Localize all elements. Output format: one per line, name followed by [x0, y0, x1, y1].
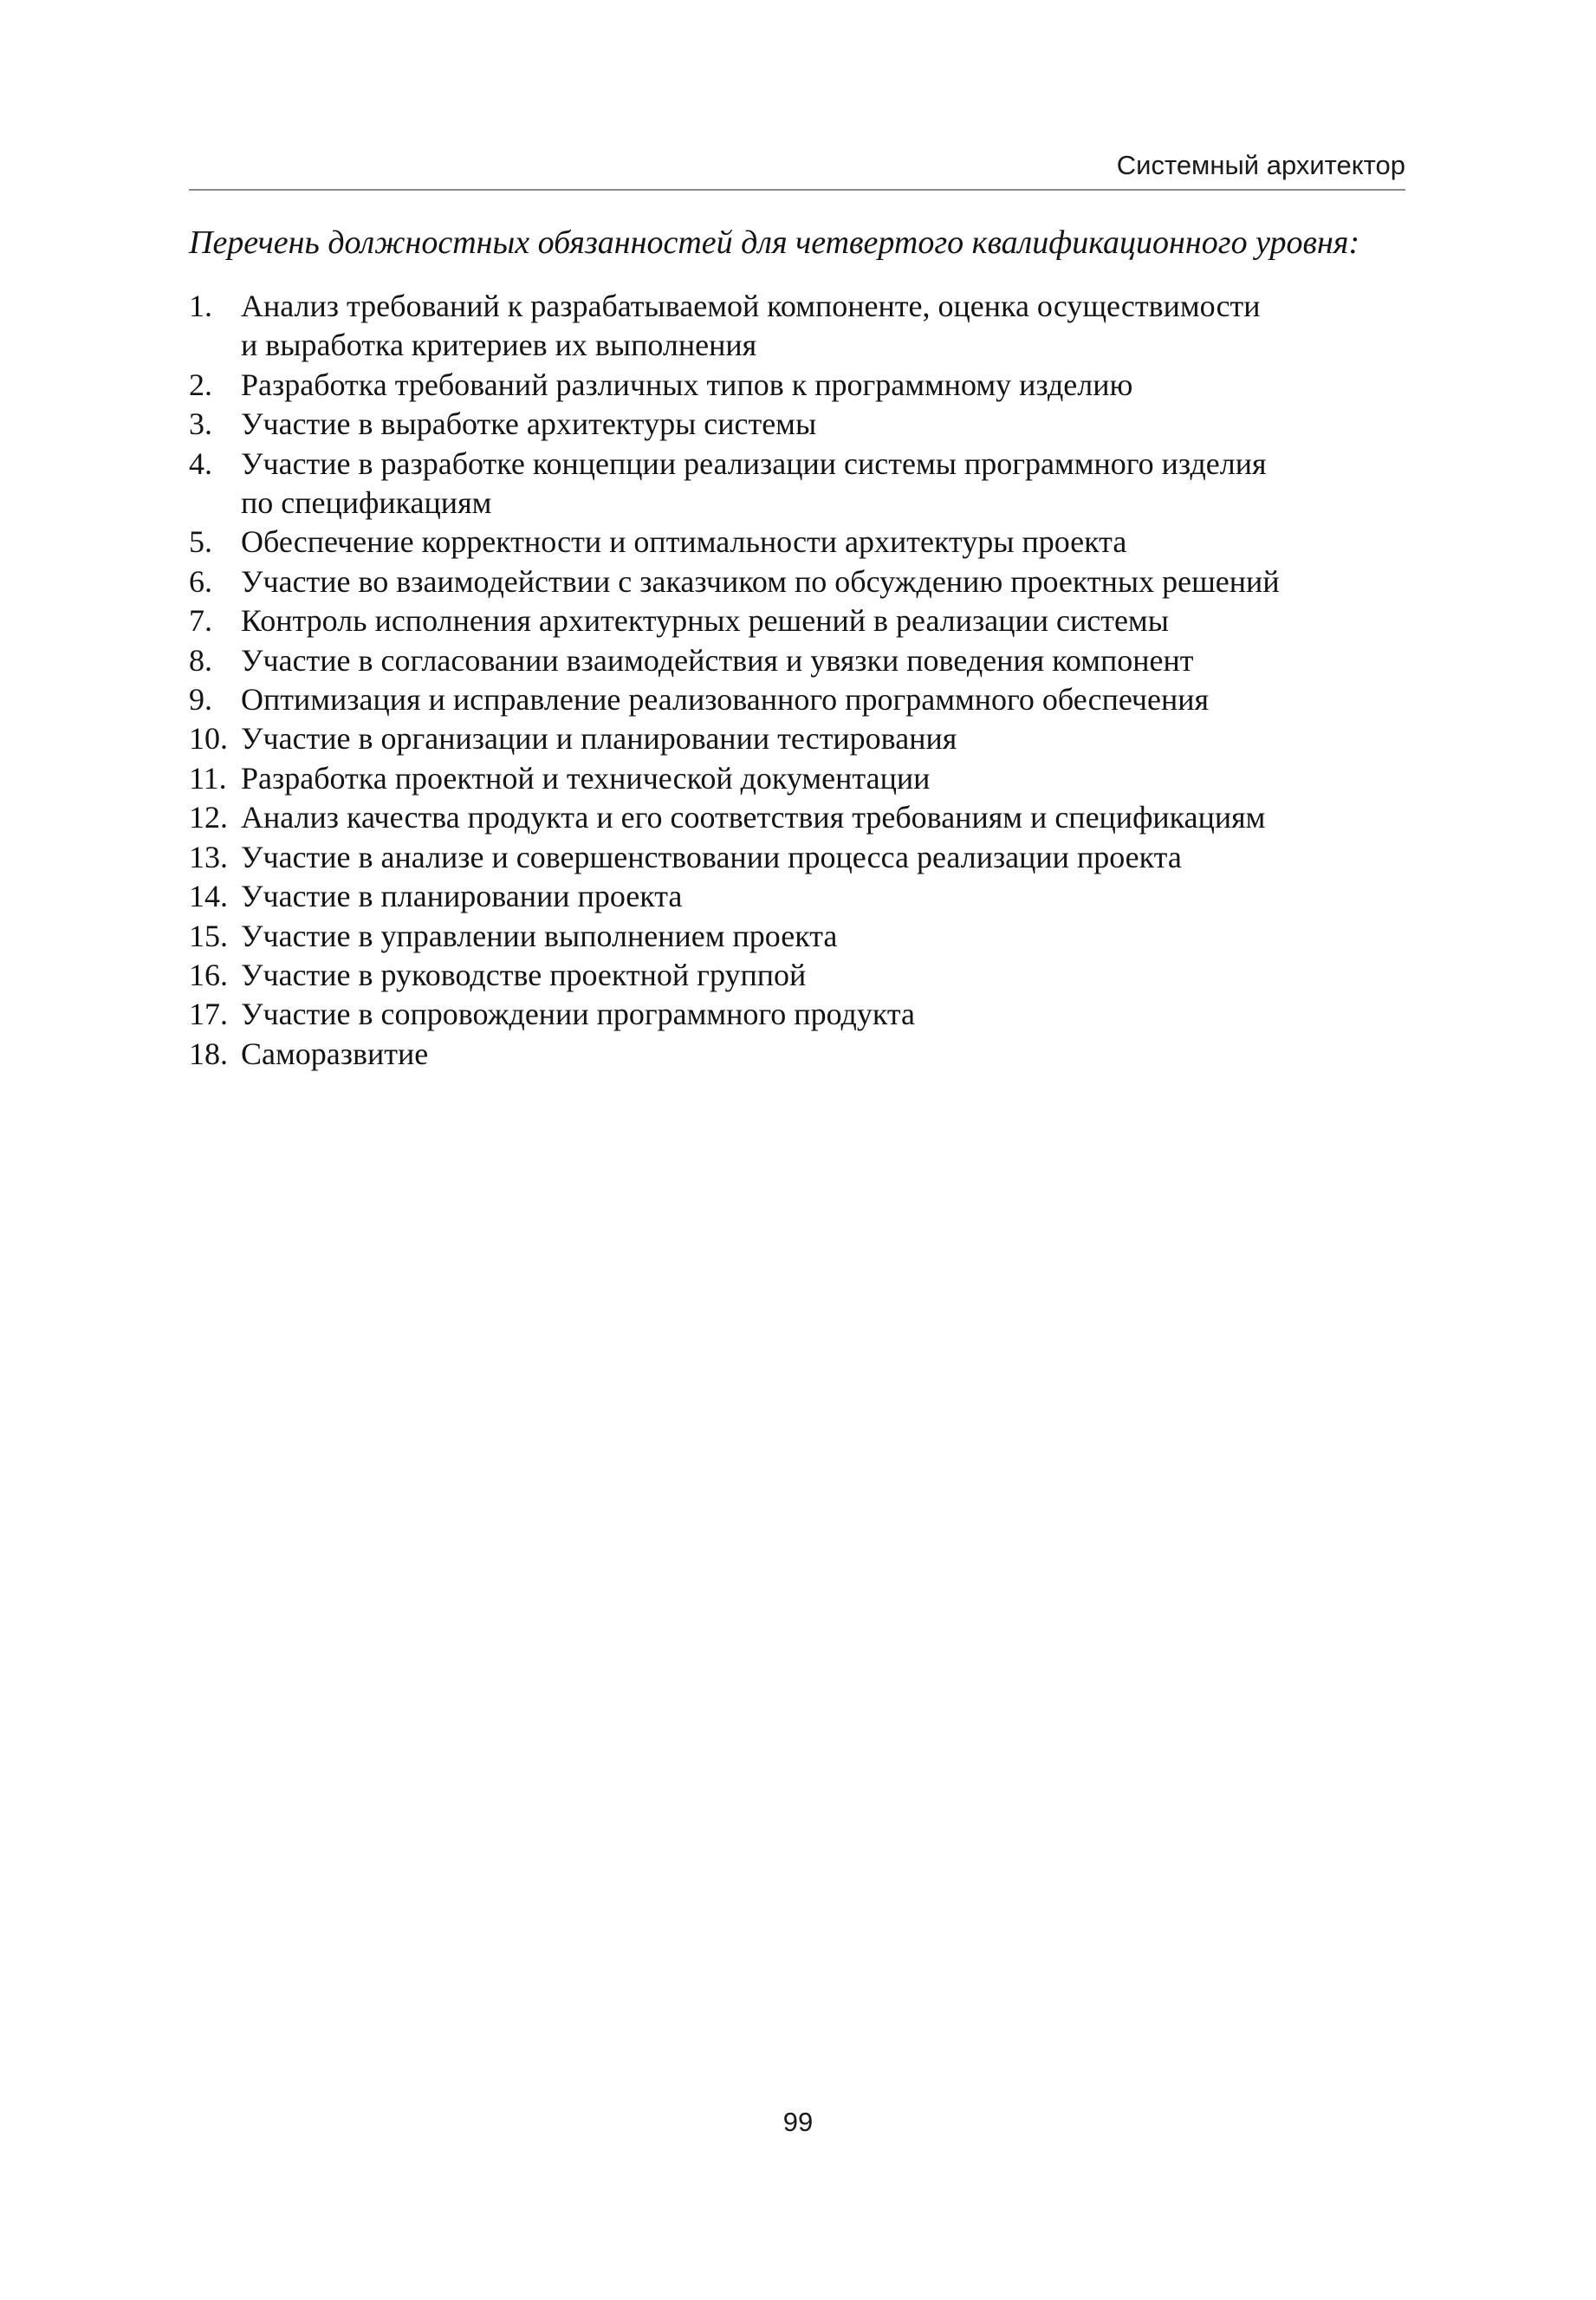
- list-item-number: 15.: [189, 918, 228, 953]
- list-item-text: Участие в сопровождении программного продукта: [241, 997, 916, 1032]
- list-item-text: Участие в организации и планировании тестирования: [241, 721, 957, 757]
- list-item-number: 14.: [189, 879, 228, 914]
- list-item: [189, 366, 1428, 405]
- list-item: [189, 641, 1428, 680]
- list-item-text: Анализ требований к разрабатываемой компоненте, оценка осуществимости и выработка критериев их выполнения: [241, 289, 1261, 363]
- list-item-text: Участие в планировании проекта: [241, 879, 683, 914]
- list-item-text: Участие во взаимодействии с заказчиком по обсуждению проектных решений: [241, 563, 1280, 599]
- list-item-text: Разработка проектной и технической документации: [241, 760, 931, 796]
- list-item-text: Участие в разработке концепции реализации системы программного изделия по спецификациям: [241, 445, 1267, 521]
- list-item: [189, 798, 1428, 837]
- list-item: [189, 601, 1428, 640]
- list-item-number: 17.: [189, 997, 228, 1032]
- list-item: [189, 445, 1428, 523]
- list-item-text: Саморазвитие: [241, 1036, 429, 1071]
- list-item-text: Участие в руководстве проектной группой: [241, 957, 807, 992]
- list-item: [189, 680, 1428, 719]
- list-item: [189, 287, 1428, 366]
- running-header-title: Системный архитектор: [1116, 150, 1405, 180]
- list-item: [189, 759, 1428, 798]
- list-item-text: Контроль исполнения архитектурных решений в реализации системы: [241, 603, 1169, 639]
- list-item-number: 18.: [189, 1036, 228, 1071]
- list-item-number: 8.: [189, 642, 212, 678]
- section-title: Перечень должностных обязанностей для четвертого квалификационного уровня:: [189, 224, 1360, 261]
- list-item-text: Разработка требований различных типов к программному изделию: [241, 367, 1133, 402]
- list-item: [189, 562, 1428, 601]
- duties-list: [189, 287, 1428, 1074]
- list-item: [189, 995, 1428, 1034]
- list-item-number: 12.: [189, 800, 228, 835]
- list-item: [189, 956, 1428, 995]
- list-item-number: 16.: [189, 957, 228, 992]
- list-item-number: 4.: [189, 445, 212, 481]
- list-item-text: Участие в управлении выполнением проекта: [241, 918, 838, 953]
- page-number: 99: [782, 2107, 814, 2137]
- list-item-text: Оптимизация и исправление реализованного программного обеспечения: [241, 682, 1210, 718]
- list-item-number: 7.: [189, 603, 212, 639]
- list-item-number: 5.: [189, 524, 212, 560]
- list-item: [189, 1035, 1428, 1074]
- list-item-number: 1.: [189, 289, 212, 323]
- list-item-text: Участие в выработке архитектуры системы: [241, 406, 817, 442]
- list-item-number: 2.: [189, 367, 212, 402]
- list-item: [189, 838, 1428, 877]
- list-item-number: 11.: [189, 760, 227, 796]
- running-header: [189, 149, 1405, 191]
- list-item-number: 3.: [189, 406, 212, 442]
- list-item-number: 9.: [189, 682, 212, 718]
- list-item: [189, 719, 1428, 758]
- list-item: [189, 405, 1428, 444]
- list-item-number: 10.: [189, 721, 228, 757]
- list-item-text: Участие в согласовании взаимодействия и увязки поведения компонент: [241, 642, 1194, 678]
- list-item-text: Анализ качества продукта и его соответствия требованиям и спецификациям: [241, 800, 1266, 835]
- list-item-number: 6.: [189, 563, 212, 599]
- list-item: [189, 523, 1428, 562]
- list-item-text: Участие в анализе и совершенствовании процесса реализации проекта: [241, 839, 1182, 874]
- list-item: [189, 877, 1428, 916]
- list-item-number: 13.: [189, 839, 228, 874]
- list-item: [189, 917, 1428, 956]
- list-item-text: Обеспечение корректности и оптимальности архитектуры проекта: [241, 524, 1127, 560]
